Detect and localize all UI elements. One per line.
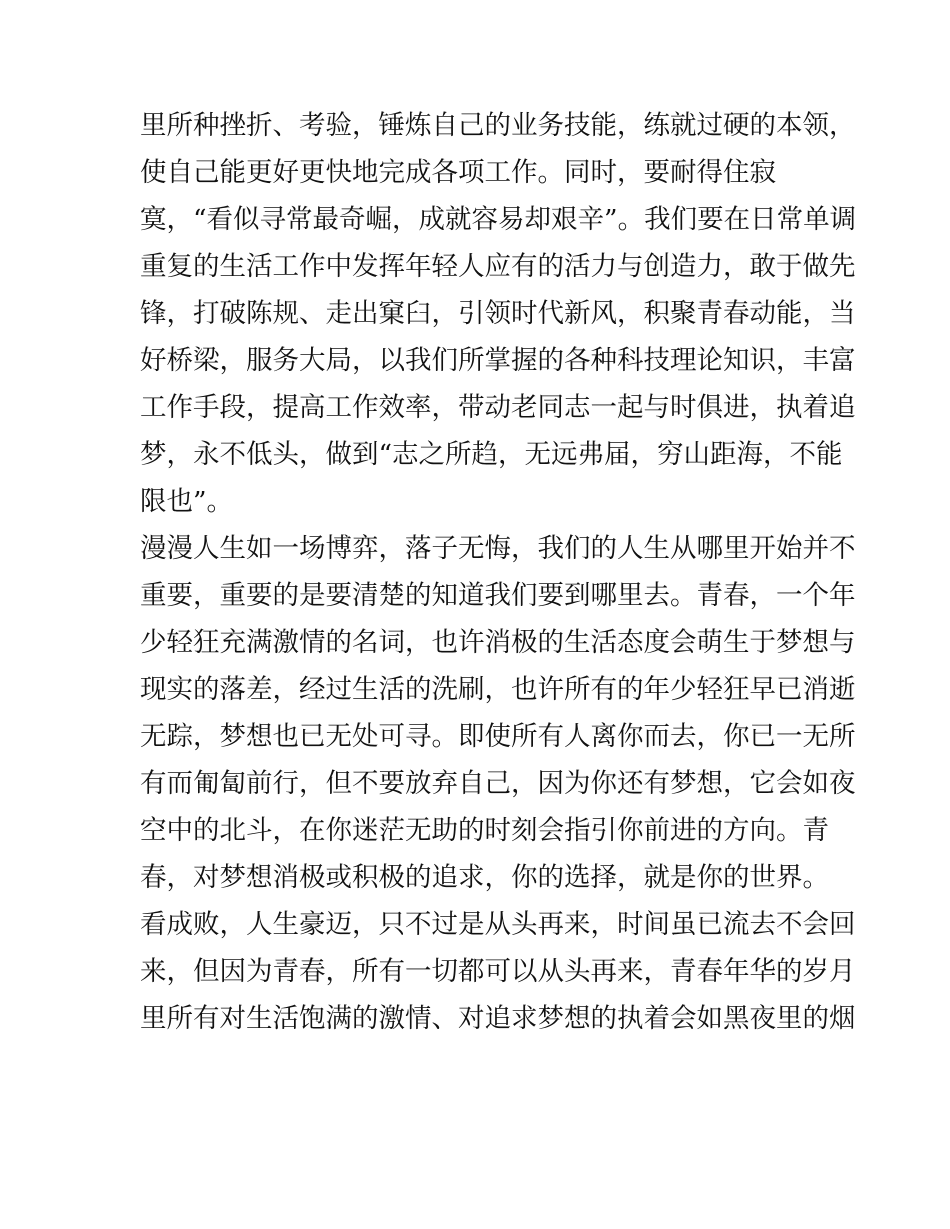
text-line: 重复的生活工作中发挥年轻人应有的活力与创造力，敢于做先 xyxy=(140,251,856,282)
text-line: 少轻狂充满激情的名词，也许消极的生活态度会萌生于梦想与 xyxy=(140,627,856,658)
text-line: 有而匍匐前行，但不要放弃自己，因为你还有梦想，它会如夜 xyxy=(140,768,856,799)
text-line: 漫漫人生如一场博弈，落子无悔，我们的人生从哪里开始并不 xyxy=(140,533,856,564)
text-line: 好桥梁，服务大局，以我们所掌握的各种科技理论知识，丰富 xyxy=(140,345,856,376)
text-line: 梦，永不低头，做到“志之所趋，无远弗届，穷山距海，不能 xyxy=(140,439,843,470)
text-line: 现实的落差，经过生活的洗刷，也许所有的年少轻狂早已消逝 xyxy=(140,674,856,705)
text-line: 无踪，梦想也已无处可寻。即使所有人离你而去，你已一无所 xyxy=(140,721,856,752)
text-line: 锋，打破陈规、走出窠臼，引领时代新风，积聚青春动能，当 xyxy=(140,298,856,329)
text-line: 春，对梦想消极或积极的追求，你的选择，就是你的世界。 xyxy=(140,862,829,893)
text-line: 寞，“看似寻常最奇崛，成就容易却艰辛”。我们要在日常单调 xyxy=(140,204,857,235)
text-line: 工作手段，提高工作效率，带动老同志一起与时俱进，执着追 xyxy=(140,392,856,423)
text-line: 重要，重要的是要清楚的知道我们要到哪里去。青春，一个年 xyxy=(140,580,856,611)
text-line: 看成败，人生豪迈，只不过是从头再来，时间虽已流去不会回 xyxy=(140,909,856,940)
text-line: 里所种挫折、考验，锤炼自己的业务技能，练就过硬的本领， xyxy=(140,110,856,141)
text-line: 使自己能更好更快地完成各项工作。同时，要耐得住寂 xyxy=(140,157,776,188)
text-line: 来，但因为青春，所有一切都可以从头再来，青春年华的岁月 xyxy=(140,956,856,987)
body-text xyxy=(140,102,857,1042)
text-line: 空中的北斗，在你迷茫无助的时刻会指引你前进的方向。青 xyxy=(140,815,829,846)
text-line: 里所有对生活饱满的激情、对追求梦想的执着会如黑夜里的烟 xyxy=(140,1003,856,1034)
text-line: 限也”。 xyxy=(140,486,234,517)
